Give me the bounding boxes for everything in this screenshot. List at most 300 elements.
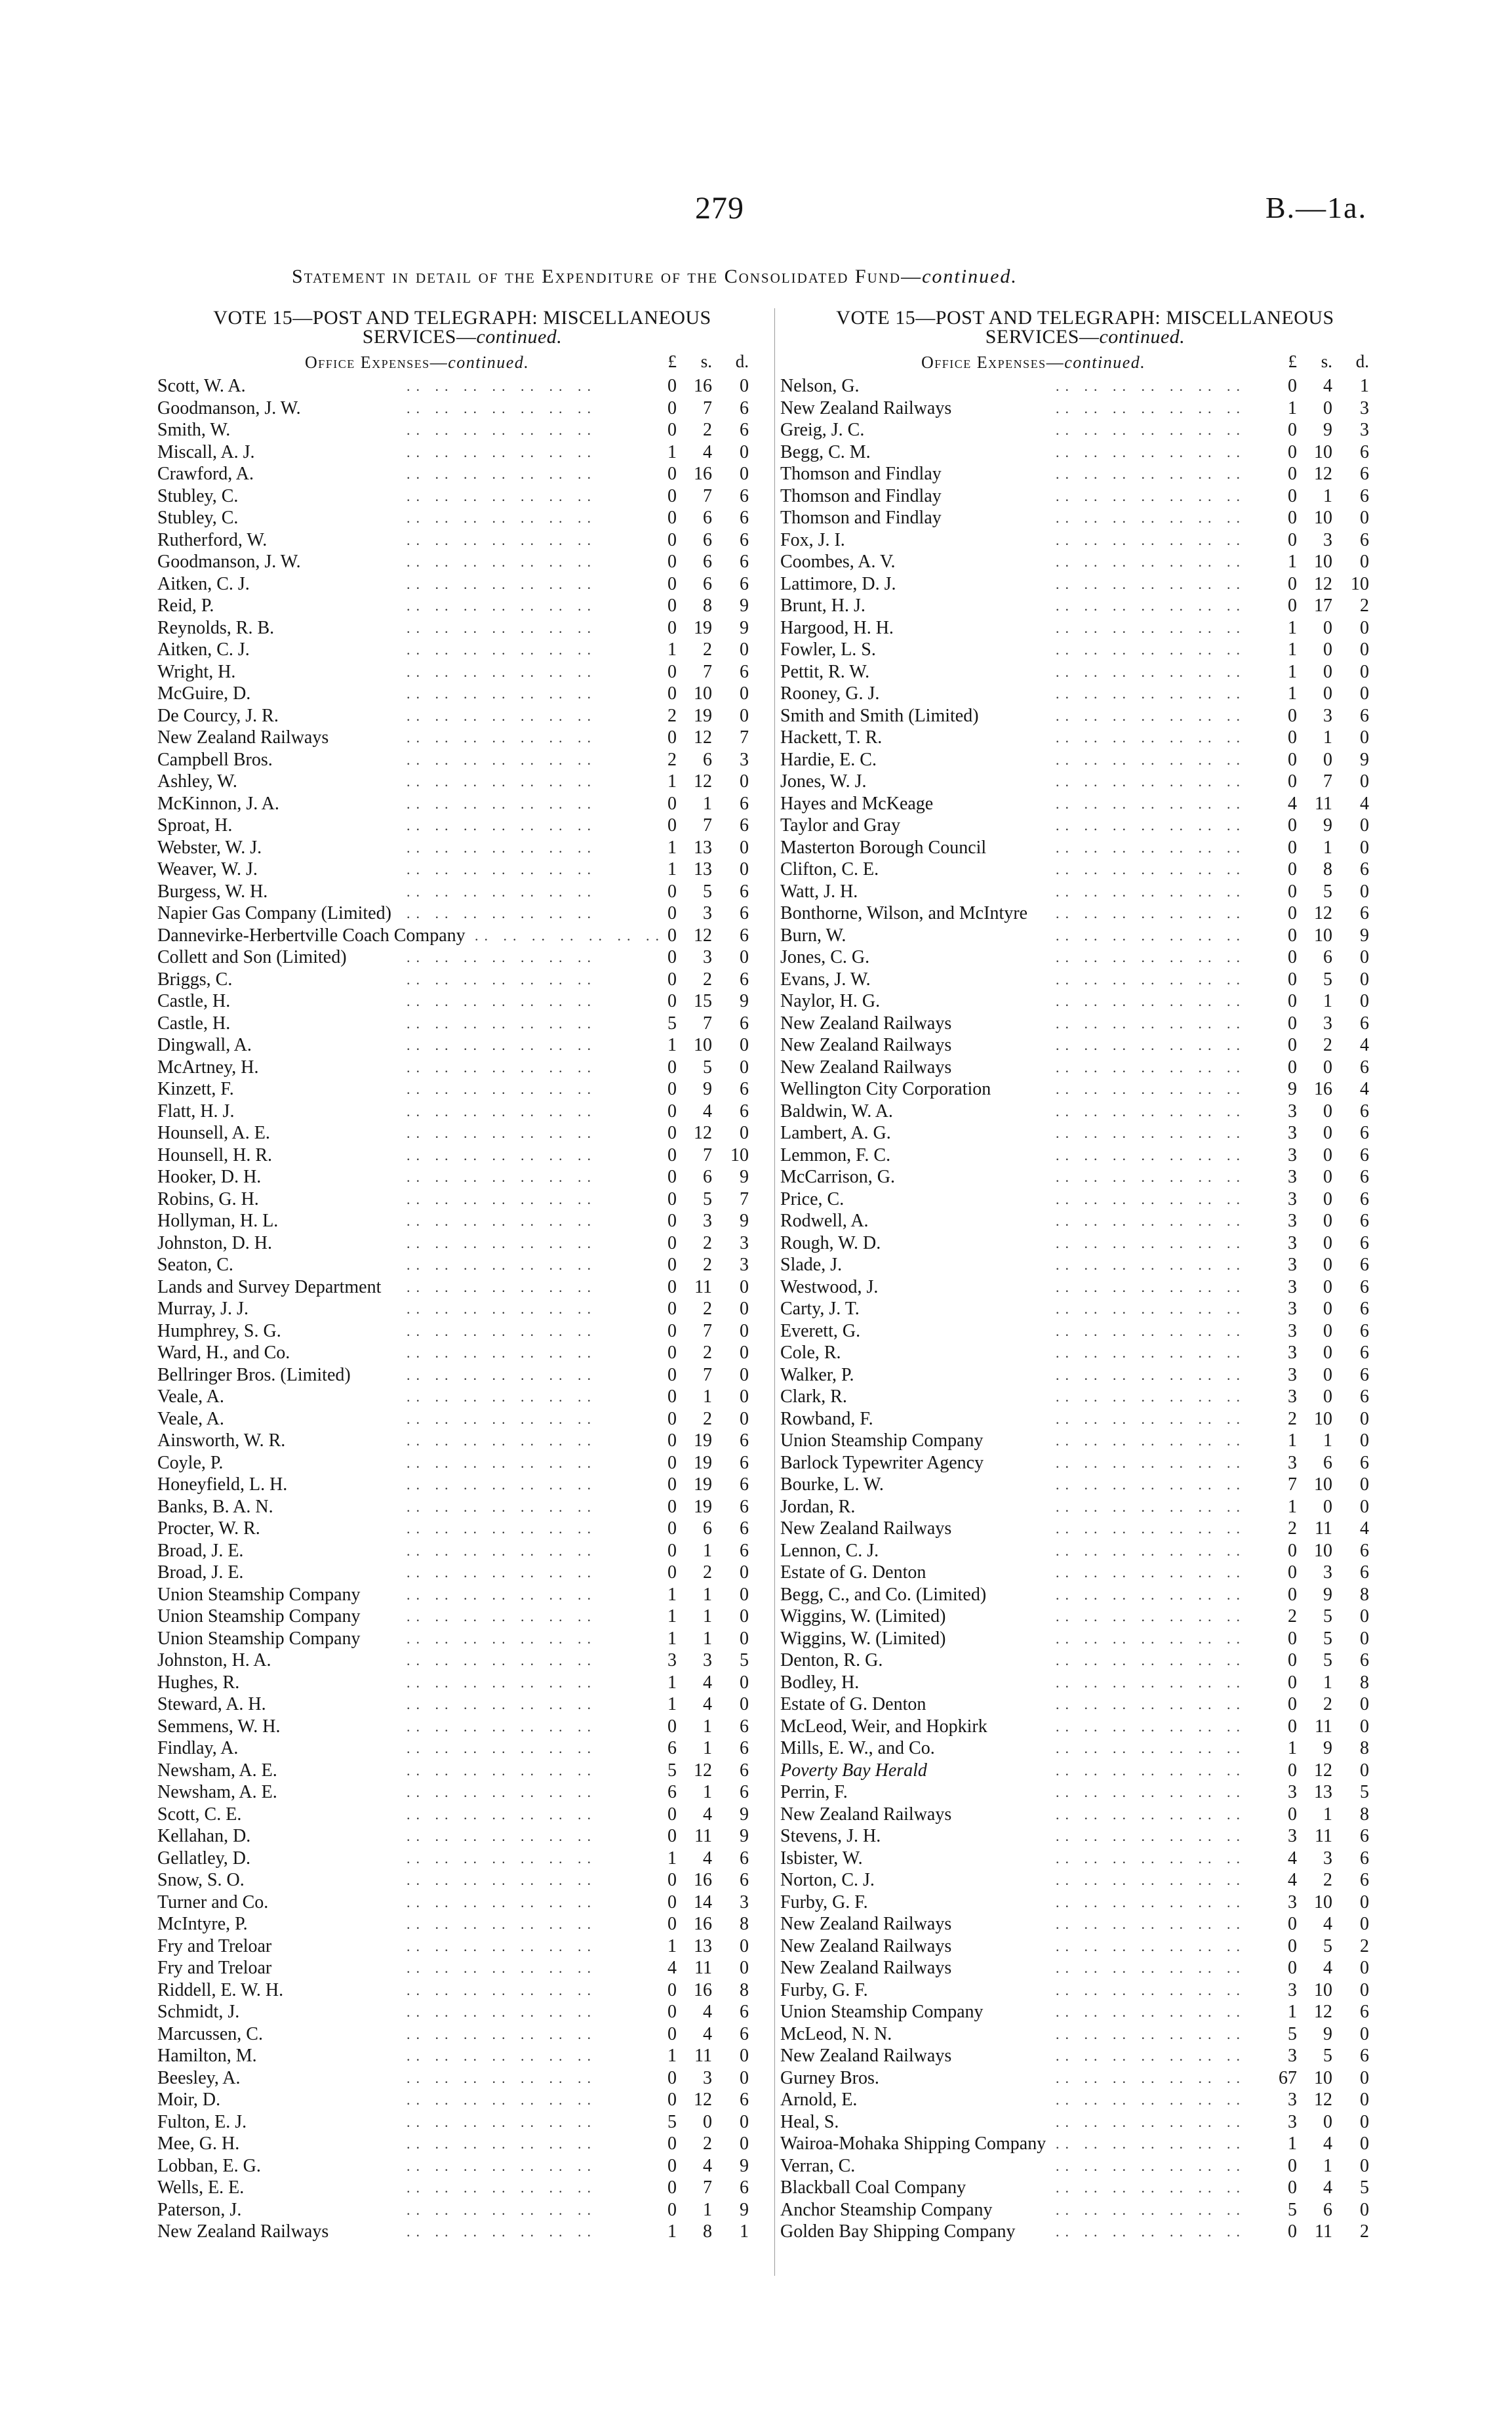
expense-row	[157, 507, 767, 529]
dot-leaders: .. .. .. .. .. .. ..	[1056, 729, 1246, 746]
amount-pounds: 0	[667, 376, 677, 396]
amount-shillings: 2	[703, 1562, 712, 1583]
amount-shillings: 0	[1323, 1320, 1332, 1341]
dot-leaders: .. .. .. .. .. .. ..	[1056, 1257, 1246, 1273]
amount-shillings: 3	[703, 1650, 712, 1670]
amount-pence: 0	[740, 1672, 749, 1693]
payee-name: Naylor, H. G.	[780, 991, 881, 1011]
amount-pounds: 0	[1288, 508, 1297, 528]
amount-shillings: 16	[1314, 1079, 1332, 1099]
amount-shillings: 2	[703, 1255, 712, 1275]
amount-pounds: 1	[667, 1672, 677, 1693]
expense-row	[780, 946, 1390, 969]
amount-shillings: 16	[694, 1914, 712, 1934]
amount-shillings: 5	[703, 1057, 712, 1078]
amount-pence: 0	[1360, 639, 1369, 660]
amount-shillings: 5	[1323, 1650, 1332, 1670]
payee-name: Collett and Son (Limited)	[157, 947, 347, 967]
payee-name: Bodley, H.	[780, 1672, 860, 1693]
expense-row	[157, 1144, 767, 1167]
payee-name: Veale, A.	[157, 1408, 224, 1429]
amount-pence: 0	[1360, 1408, 1369, 1429]
payee-name: Schmidt, J.	[157, 2002, 240, 2022]
amount-pence: 0	[740, 1584, 749, 1605]
payee-name: McLeod, N. N.	[780, 2023, 892, 2044]
amount-pounds: 0	[1288, 529, 1297, 550]
amount-pounds: 0	[1288, 859, 1297, 879]
amount-pounds: 0	[1288, 1057, 1297, 1078]
dot-leaders: .. .. .. .. .. .. ..	[1056, 1718, 1246, 1735]
dot-leaders: .. .. .. .. .. .. ..	[1056, 443, 1246, 460]
amount-shillings: 0	[1323, 1232, 1332, 1253]
amount-pence: 0	[740, 464, 749, 484]
payee-name: Rooney, G. J.	[780, 683, 880, 704]
amount-pence: 6	[1360, 441, 1369, 462]
amount-pounds: 0	[1288, 2177, 1297, 2198]
dot-leaders: .. .. .. .. .. .. ..	[407, 905, 597, 921]
dot-leaders: .. .. .. .. .. .. ..	[407, 2092, 597, 2108]
dot-leaders: .. .. .. .. .. .. ..	[1056, 1762, 1246, 1779]
dot-leaders: .. .. .. .. .. .. ..	[1056, 1960, 1246, 1976]
amount-shillings: 1	[703, 2199, 712, 2220]
amount-shillings: 4	[703, 1672, 712, 1693]
amount-pence: 3	[1360, 397, 1369, 418]
expense-row	[157, 485, 767, 508]
amount-pounds: 0	[667, 1716, 677, 1737]
amount-shillings: 4	[1323, 2177, 1332, 2198]
amount-shillings: 0	[1323, 1496, 1332, 1517]
amount-shillings: 10	[1314, 2067, 1332, 2088]
amount-pence: 6	[740, 1870, 749, 1890]
amount-shillings: 16	[694, 376, 712, 396]
dot-leaders: .. .. .. .. .. .. ..	[407, 1850, 597, 1867]
pence-header: d.	[1355, 352, 1369, 371]
amount-shillings: 4	[703, 1804, 712, 1825]
amount-pence: 8	[1360, 1584, 1369, 1605]
amount-pence: 0	[740, 376, 749, 396]
amount-shillings: 1	[703, 1540, 712, 1561]
amount-pence: 0	[740, 1057, 749, 1078]
amount-shillings: 10	[1314, 1891, 1332, 1912]
amount-pence: 0	[1360, 661, 1369, 682]
amount-shillings: 8	[1323, 859, 1332, 879]
dot-leaders: .. .. .. .. .. .. ..	[1056, 1037, 1246, 1053]
payee-name: Gurney Bros.	[780, 2067, 879, 2088]
dot-leaders: .. .. .. .. .. .. ..	[1056, 422, 1246, 438]
amount-shillings: 0	[1323, 1211, 1332, 1231]
amount-shillings: 0	[1323, 1123, 1332, 1143]
dot-leaders: .. .. .. .. .. .. ..	[475, 927, 665, 944]
vote-title	[157, 308, 767, 349]
expense-row	[780, 507, 1390, 529]
amount-pence: 0	[1360, 1914, 1369, 1934]
dot-leaders: .. .. .. .. .. .. ..	[1056, 839, 1246, 856]
amount-pence: 6	[740, 1782, 749, 1802]
amount-shillings: 1	[1323, 1672, 1332, 1693]
dot-leaders: .. .. .. .. .. .. ..	[1056, 861, 1246, 878]
amount-shillings: 11	[1315, 1518, 1332, 1539]
amount-pence: 6	[1360, 1343, 1369, 1363]
payee-name: Broad, J. E.	[157, 1562, 244, 1583]
amount-shillings: 5	[703, 1188, 712, 1209]
amount-pence: 9	[740, 1211, 749, 1231]
dot-leaders: .. .. .. .. .. .. ..	[407, 2157, 597, 2174]
amount-pence: 6	[1360, 1452, 1369, 1473]
amount-shillings: 19	[694, 1474, 712, 1495]
amount-pence: 2	[1360, 2221, 1369, 2242]
payee-name: Cole, R.	[780, 1343, 841, 1363]
dot-leaders: .. .. .. .. .. .. ..	[407, 1586, 597, 1603]
expense-row	[157, 1693, 767, 1716]
dot-leaders: .. .. .. .. .. .. ..	[1056, 971, 1246, 988]
amount-pounds: 0	[667, 1430, 677, 1451]
dot-leaders: .. .. .. .. .. .. ..	[1056, 773, 1246, 790]
expense-row	[157, 617, 767, 639]
dot-leaders: .. .. .. .. .. .. ..	[1056, 949, 1246, 965]
dot-leaders: .. .. .. .. .. .. ..	[1056, 685, 1246, 702]
amount-shillings: 9	[1323, 815, 1332, 836]
expense-row	[157, 1452, 767, 1474]
payee-name: Flatt, H. J.	[157, 1101, 235, 1122]
expense-row	[780, 397, 1390, 420]
expense-row	[780, 881, 1390, 903]
amount-shillings: 7	[703, 485, 712, 506]
amount-shillings: 3	[1323, 529, 1332, 550]
payee-name: Hayes and McKeage	[780, 793, 934, 814]
amount-shillings: 2	[1323, 1870, 1332, 1890]
amount-shillings: 13	[694, 1935, 712, 1956]
amount-pounds: 0	[667, 2177, 677, 2198]
amount-pence: 6	[1360, 485, 1369, 506]
amount-pence: 9	[740, 991, 749, 1011]
payee-name: Heal, S.	[780, 2111, 839, 2132]
amount-pence: 0	[1360, 2023, 1369, 2044]
amount-shillings: 15	[694, 991, 712, 1011]
amount-shillings: 0	[1323, 1144, 1332, 1165]
amount-pounds: 0	[1288, 947, 1297, 967]
payee-name: New Zealand Railways	[780, 1013, 952, 1034]
payee-name: Smith and Smith (Limited)	[780, 705, 979, 726]
payee-name: Begg, C. M.	[780, 441, 871, 462]
expense-row	[780, 2067, 1390, 2090]
amount-pounds: 3	[667, 1650, 677, 1670]
amount-pounds: 0	[1288, 596, 1297, 616]
dot-leaders: .. .. .. .. .. .. ..	[407, 1981, 597, 1998]
amount-shillings: 5	[1323, 969, 1332, 990]
amount-shillings: 6	[703, 749, 712, 770]
dot-leaders: .. .. .. .. .. .. ..	[1056, 1454, 1246, 1471]
amount-pence: 0	[1360, 1496, 1369, 1517]
amount-pounds: 0	[667, 1826, 677, 1846]
payee-name: Norton, C. J.	[780, 1870, 875, 1890]
payee-name: Estate of G. Denton	[780, 1694, 926, 1714]
amount-shillings: 2	[703, 420, 712, 440]
expense-row	[780, 1540, 1390, 1562]
payee-name: Bonthorne, Wilson, and McIntyre	[780, 903, 1028, 923]
amount-shillings: 12	[694, 2090, 712, 2110]
expense-row	[780, 2177, 1390, 2199]
dot-leaders: .. .. .. .. .. .. ..	[407, 1102, 597, 1120]
amount-pounds: 0	[667, 464, 677, 484]
amount-pence: 6	[1360, 464, 1369, 484]
expense-row	[780, 441, 1390, 464]
amount-pence: 9	[740, 2155, 749, 2176]
expense-row	[157, 1386, 767, 1408]
expense-row	[157, 1364, 767, 1386]
amount-pence: 0	[740, 1606, 749, 1627]
payee-name: New Zealand Railways	[780, 1958, 952, 1978]
expense-row	[157, 463, 767, 485]
payee-name: Furby, G. F.	[780, 1891, 868, 1912]
payee-name: New Zealand Railways	[157, 727, 329, 748]
amount-shillings: 19	[694, 617, 712, 638]
amount-pounds: 0	[667, 1057, 677, 1078]
amount-shillings: 12	[694, 1123, 712, 1143]
dot-leaders: .. .. .. .. .. .. ..	[1056, 751, 1246, 768]
amount-pence: 0	[740, 2046, 749, 2066]
amount-shillings: 14	[694, 1891, 712, 1912]
amount-pence: 10	[730, 1144, 749, 1165]
amount-pounds: 3	[1288, 1320, 1297, 1341]
amount-pounds: 0	[1288, 991, 1297, 1011]
amount-pounds: 1	[1288, 552, 1297, 572]
payee-name: Wiggins, W. (Limited)	[780, 1606, 946, 1627]
amount-pounds: 1	[1288, 1738, 1297, 1758]
amount-shillings: 4	[703, 2023, 712, 2044]
amount-pounds: 4	[1288, 1870, 1297, 1890]
payee-name: Bourke, L. W.	[780, 1474, 884, 1495]
dot-leaders: .. .. .. .. .. .. ..	[407, 1608, 597, 1625]
amount-pence: 0	[740, 837, 749, 858]
expense-row	[157, 749, 767, 771]
payee-name: McIntyre, P.	[157, 1914, 248, 1934]
amount-pounds: 0	[1288, 1935, 1297, 1956]
amount-pounds: 9	[1288, 1079, 1297, 1099]
amount-pence: 0	[740, 1364, 749, 1385]
expense-row	[780, 1210, 1390, 1232]
left-column	[157, 308, 767, 2276]
expense-row	[157, 419, 767, 441]
amount-shillings: 1	[1323, 727, 1332, 748]
dot-leaders: .. .. .. .. .. .. ..	[1056, 1696, 1246, 1712]
expense-row	[780, 551, 1390, 573]
amount-pounds: 0	[667, 485, 677, 506]
amount-pence: 6	[740, 793, 749, 814]
expense-row	[157, 1979, 767, 2002]
expense-row	[157, 1057, 767, 1079]
expense-list-left	[157, 375, 767, 2243]
expense-row	[780, 1430, 1390, 1452]
payee-name: Honeyfield, L. H.	[157, 1474, 288, 1495]
expense-row	[780, 419, 1390, 441]
amount-pence: 0	[740, 1276, 749, 1297]
amount-shillings: 4	[1323, 376, 1332, 396]
subheading-continued: continued.	[448, 353, 530, 372]
payee-name: Fox, J. I.	[780, 529, 845, 550]
payee-name: Scott, C. E.	[157, 1804, 242, 1825]
amount-pence: 0	[740, 1628, 749, 1649]
expense-row	[780, 1716, 1390, 1738]
dot-leaders: .. .. .. .. .. .. ..	[407, 597, 597, 614]
amount-pence: 0	[1360, 2090, 1369, 2110]
amount-pounds: 0	[667, 1914, 677, 1934]
amount-shillings: 3	[1323, 1562, 1332, 1583]
payee-name: Hounsell, H. R.	[157, 1144, 272, 1165]
amount-shillings: 4	[703, 2155, 712, 2176]
expense-row	[157, 1232, 767, 1255]
page-number: 279	[695, 191, 744, 226]
expense-row	[157, 1298, 767, 1320]
dot-leaders: .. .. .. .. .. .. ..	[407, 1564, 597, 1581]
amount-shillings: 0	[1323, 2111, 1332, 2132]
dot-leaders: .. .. .. .. .. .. ..	[407, 1322, 597, 1339]
amount-pence: 0	[1360, 1979, 1369, 2000]
payee-name: Union Steamship Company	[157, 1628, 361, 1649]
payee-name: Clifton, C. E.	[780, 859, 879, 879]
amount-pounds: 3	[1288, 1211, 1297, 1231]
amount-shillings: 2	[703, 639, 712, 660]
dot-leaders: .. .. .. .. .. .. ..	[407, 1015, 597, 1032]
dot-leaders: .. .. .. .. .. .. ..	[1056, 1850, 1246, 1867]
amount-pence: 9	[1360, 925, 1369, 946]
payee-name: Union Steamship Company	[157, 1584, 361, 1605]
expense-row	[780, 463, 1390, 485]
expense-row	[157, 1122, 767, 1144]
expense-row	[157, 1781, 767, 1804]
amount-pence: 6	[740, 1496, 749, 1517]
expense-row	[780, 485, 1390, 508]
amount-pence: 6	[1360, 1057, 1369, 1078]
amount-pence: 0	[740, 2111, 749, 2132]
expense-row	[780, 1408, 1390, 1430]
payee-name: Verran, C.	[780, 2155, 856, 2176]
vote-title-continued: continued.	[476, 326, 563, 348]
amount-shillings: 10	[1314, 508, 1332, 528]
amount-pence: 6	[1360, 1188, 1369, 1209]
amount-pence: 6	[1360, 2046, 1369, 2066]
amount-shillings: 11	[1315, 2221, 1332, 2242]
payee-name: Wells, E. E.	[157, 2177, 245, 2198]
amount-pence: 0	[740, 1035, 749, 1055]
subheading-row	[157, 349, 767, 375]
expense-row	[780, 1474, 1390, 1496]
vote-title-line2	[157, 327, 767, 346]
expense-row	[157, 1430, 767, 1452]
dot-leaders: .. .. .. .. .. .. ..	[1056, 993, 1246, 1009]
expense-row	[780, 661, 1390, 683]
dot-leaders: .. .. .. .. .. .. ..	[407, 531, 597, 548]
dot-leaders: .. .. .. .. .. .. ..	[1056, 905, 1246, 921]
amount-pence: 0	[740, 1386, 749, 1407]
amount-shillings: 0	[1323, 1167, 1332, 1187]
amount-pounds: 0	[1288, 1760, 1297, 1781]
amount-pounds: 2	[667, 705, 677, 726]
amount-shillings: 12	[1314, 903, 1332, 923]
dot-leaders: .. .. .. .. .. .. ..	[407, 575, 597, 592]
amount-pounds: 0	[1288, 464, 1297, 484]
expense-row	[780, 1518, 1390, 1540]
amount-pounds: 3	[1288, 1299, 1297, 1319]
amount-pounds: 1	[1288, 397, 1297, 418]
dot-leaders: .. .. .. .. .. .. ..	[407, 1784, 597, 1800]
amount-pence: 7	[740, 727, 749, 748]
dot-leaders: .. .. .. .. .. .. ..	[407, 422, 597, 438]
expense-row	[780, 1935, 1390, 1958]
amount-pence: 10	[1351, 573, 1369, 594]
amount-pence: 6	[740, 508, 749, 528]
payee-name: Lemmon, F. C.	[780, 1144, 891, 1165]
expense-row	[157, 1034, 767, 1057]
amount-pence: 0	[740, 1562, 749, 1583]
amount-shillings: 12	[694, 1760, 712, 1781]
expense-row	[780, 2089, 1390, 2111]
amount-pence: 0	[1360, 2155, 1369, 2176]
payee-name: Jones, C. G.	[780, 947, 870, 967]
payee-name: Riddell, E. W. H.	[157, 1979, 284, 2000]
dot-leaders: .. .. .. .. .. .. ..	[1056, 817, 1246, 834]
amount-pence: 0	[1360, 1716, 1369, 1737]
amount-pence: 0	[1360, 881, 1369, 902]
dot-leaders: .. .. .. .. .. .. ..	[1056, 1366, 1246, 1383]
payee-name: Thomson and Findlay	[780, 485, 942, 506]
dot-leaders: .. .. .. .. .. .. ..	[407, 1498, 597, 1515]
amount-shillings: 6	[1323, 2199, 1332, 2220]
expense-row	[157, 1210, 767, 1232]
vote-title	[780, 308, 1390, 349]
payee-name: Estate of G. Denton	[780, 1562, 926, 1583]
amount-pence: 0	[1360, 969, 1369, 990]
amount-pounds: 0	[667, 991, 677, 1011]
amount-pounds: 0	[1288, 441, 1297, 462]
payee-name: Procter, W. R.	[157, 1518, 260, 1539]
payee-name: Hooker, D. H.	[157, 1167, 262, 1187]
expense-row	[780, 1979, 1390, 2002]
amount-pounds: 1	[667, 1628, 677, 1649]
amount-shillings: 11	[694, 1276, 712, 1297]
amount-pence: 8	[1360, 1672, 1369, 1693]
expense-row	[157, 1584, 767, 1606]
subheading-row	[780, 349, 1390, 375]
expense-row	[157, 1891, 767, 1914]
amount-pence: 0	[1360, 1606, 1369, 1627]
amount-pounds: 0	[1288, 1035, 1297, 1055]
amount-pence: 6	[740, 903, 749, 923]
amount-pence: 0	[1360, 552, 1369, 572]
amount-pence: 0	[740, 1694, 749, 1714]
amount-pounds: 1	[1288, 1496, 1297, 1517]
expense-row	[780, 2221, 1390, 2243]
amount-pounds: 0	[667, 925, 677, 946]
statement-title-suffix: continued.	[922, 266, 1018, 287]
amount-pence: 9	[1360, 749, 1369, 770]
amount-pence: 5	[740, 1650, 749, 1670]
payee-name: Fry and Treloar	[157, 1935, 272, 1956]
amount-pounds: 0	[667, 1144, 677, 1165]
amount-pence: 6	[740, 1452, 749, 1473]
amount-shillings: 0	[703, 2111, 712, 2132]
amount-pence: 0	[740, 705, 749, 726]
dot-leaders: .. .. .. .. .. .. ..	[407, 1234, 597, 1251]
amount-pence: 6	[740, 1101, 749, 1122]
expense-row	[780, 771, 1390, 793]
dot-leaders: .. .. .. .. .. .. ..	[1056, 1937, 1246, 1954]
amount-pounds: 0	[1288, 705, 1297, 726]
payee-name: Kellahan, D.	[157, 1826, 251, 1846]
amount-shillings: 1	[703, 1606, 712, 1627]
dot-leaders: .. .. .. .. .. .. ..	[407, 1652, 597, 1668]
expense-row	[780, 1869, 1390, 1891]
amount-pence: 6	[740, 420, 749, 440]
